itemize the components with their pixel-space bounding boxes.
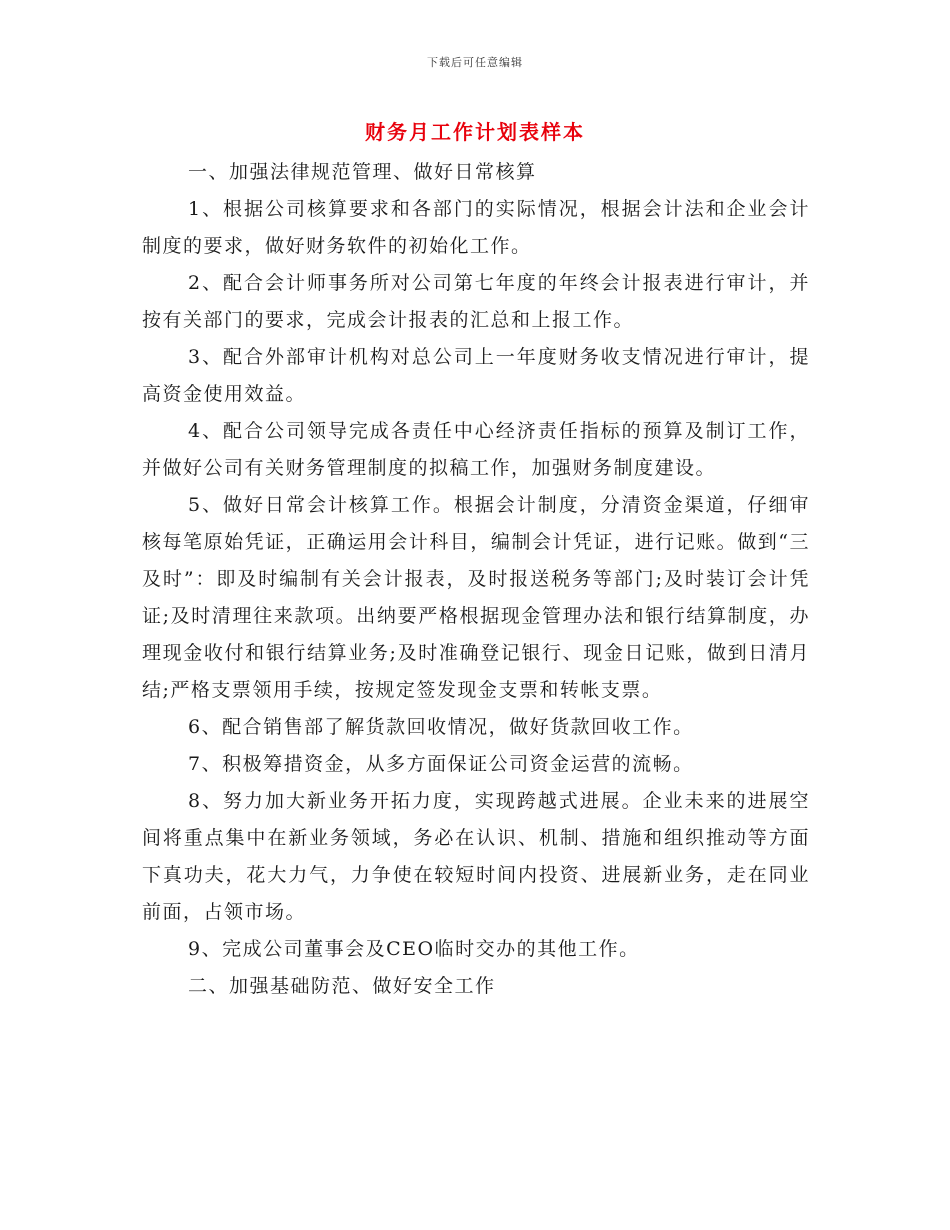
paragraph-item-6: 6、配合销售部了解货款回收情况，做好货款回收工作。	[188, 716, 694, 738]
section-heading-1: 一、加强法律规范管理、做好日常核算	[188, 161, 537, 183]
paragraph-item-7: 7、积极筹措资金，从多方面保证公司资金运营的流畅。	[188, 753, 694, 775]
paragraph-item-3: 3、配合外部审计机构对总公司上一年度财务收支情况进行审计，提高资金使用效益。	[142, 346, 810, 405]
paragraph-item-1: 1、根据公司核算要求和各部门的实际情况，根据会计法和企业会计制度的要求，做好财务软件的初始化工作。	[142, 198, 810, 257]
header-note: 下载后可任意编辑	[427, 56, 523, 69]
paragraph-item-8: 8、努力加大新业务开拓力度，实现跨越式进展。企业未来的进展空间将重点集中在新业务领域，务必在认识、机制、措施和组织推动等方面下真功夫，花大力气，力争使在较短时间内投资、进展新业务，走在同业前面，占领市场。	[142, 790, 810, 923]
paragraph-item-5: 5、做好日常会计核算工作。根据会计制度，分清资金渠道，仔细审核每笔原始凭证，正确运用会计科目，编制会计凭证，进行记账。做到“三及时”：即及时编制有关会计报表，及时报送税务等部门;及时装订会计凭证;及时清理往来款项。出纳要严格根据现金管理办法和银行结算制度，办理现金收付和银行结算业务;及时准确登记银行、现金日记账，做到日清月结;严格支票领用手续，按规定签发现金支票和转帐支票。	[142, 494, 810, 701]
paragraph-item-4: 4、配合公司领导完成各责任中心经济责任指标的预算及制订工作，并做好公司有关财务管理制度的拟稿工作，加强财务制度建设。	[142, 420, 810, 479]
document-body	[142, 154, 810, 1005]
paragraph-item-9: 9、完成公司董事会及CEO临时交办的其他工作。	[188, 938, 640, 960]
section-heading-2: 二、加强基础防范、做好安全工作	[188, 975, 496, 997]
paragraph-item-2: 2、配合会计师事务所对公司第七年度的年终会计报表进行审计，并按有关部门的要求，完成会计报表的汇总和上报工作。	[142, 272, 810, 331]
document-title: 财务月工作计划表样本	[365, 120, 585, 144]
